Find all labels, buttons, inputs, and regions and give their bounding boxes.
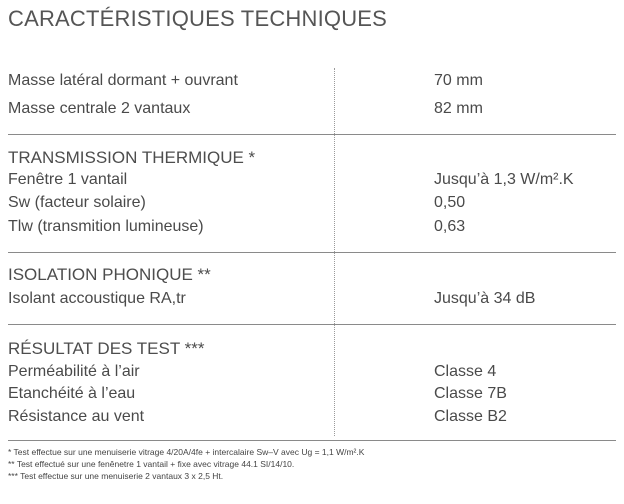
spec-row <box>8 216 616 238</box>
spec-row <box>8 98 616 120</box>
spec-label: Masse centrale 2 vantaux <box>8 100 191 117</box>
spec-label: Tlw (transmition lumineuse) <box>8 218 204 235</box>
section-divider <box>8 252 616 253</box>
spec-value: Jusqu’à 34 dB <box>434 290 536 307</box>
footnote: *** Test effectue sur une menuiserie 2 vantaux 3 x 2,5 Ht. <box>8 471 224 481</box>
spec-row <box>8 192 616 214</box>
spec-value: Classe 7B <box>434 385 507 402</box>
spec-value: 82 mm <box>434 100 483 117</box>
section-divider <box>8 440 616 441</box>
spec-row <box>8 169 616 191</box>
section-heading-tests: RÉSULTAT DES TEST *** <box>8 339 205 358</box>
spec-row <box>8 383 616 405</box>
footnotes <box>8 446 616 482</box>
footnote: ** Test effectué sur une fenênetre 1 vantail + fixe avec vitrage 44.1 SI/14/10. <box>8 459 295 469</box>
spec-row <box>8 70 616 92</box>
spec-row <box>8 406 616 428</box>
spec-value: 70 mm <box>434 72 483 89</box>
spec-label: Masse latéral dormant + ouvrant <box>8 72 238 89</box>
spec-label: Sw (facteur solaire) <box>8 194 146 211</box>
spec-value: Jusqu’à 1,3 W/m².K <box>434 171 574 188</box>
spec-row <box>8 288 616 310</box>
spec-label: Isolant accoustique RA,tr <box>8 290 186 307</box>
footnote: * Test effectue sur une menuiserie vitrage 4/20A/4fe + intercalaire Sw–V avec Ug = 1,1 W/m².K <box>8 447 365 457</box>
spec-label: Perméabilité à l’air <box>8 363 140 380</box>
spec-value: Classe 4 <box>434 363 497 380</box>
spec-label: Résistance au vent <box>8 408 145 425</box>
page-title: CARACTÉRISTIQUES TECHNIQUES <box>8 6 388 31</box>
section-heading-thermal: TRANSMISSION THERMIQUE * <box>8 148 256 167</box>
spec-value: Classe B2 <box>434 408 507 425</box>
section-divider <box>8 324 616 325</box>
section-divider <box>8 134 616 135</box>
spec-label: Etanchéité à l’eau <box>8 385 136 402</box>
spec-value: 0,63 <box>434 218 466 235</box>
spec-label: Fenêtre 1 vantail <box>8 171 128 188</box>
section-heading-acoustic: ISOLATION PHONIQUE ** <box>8 265 211 284</box>
spec-value: 0,50 <box>434 194 466 211</box>
spec-row <box>8 361 616 383</box>
